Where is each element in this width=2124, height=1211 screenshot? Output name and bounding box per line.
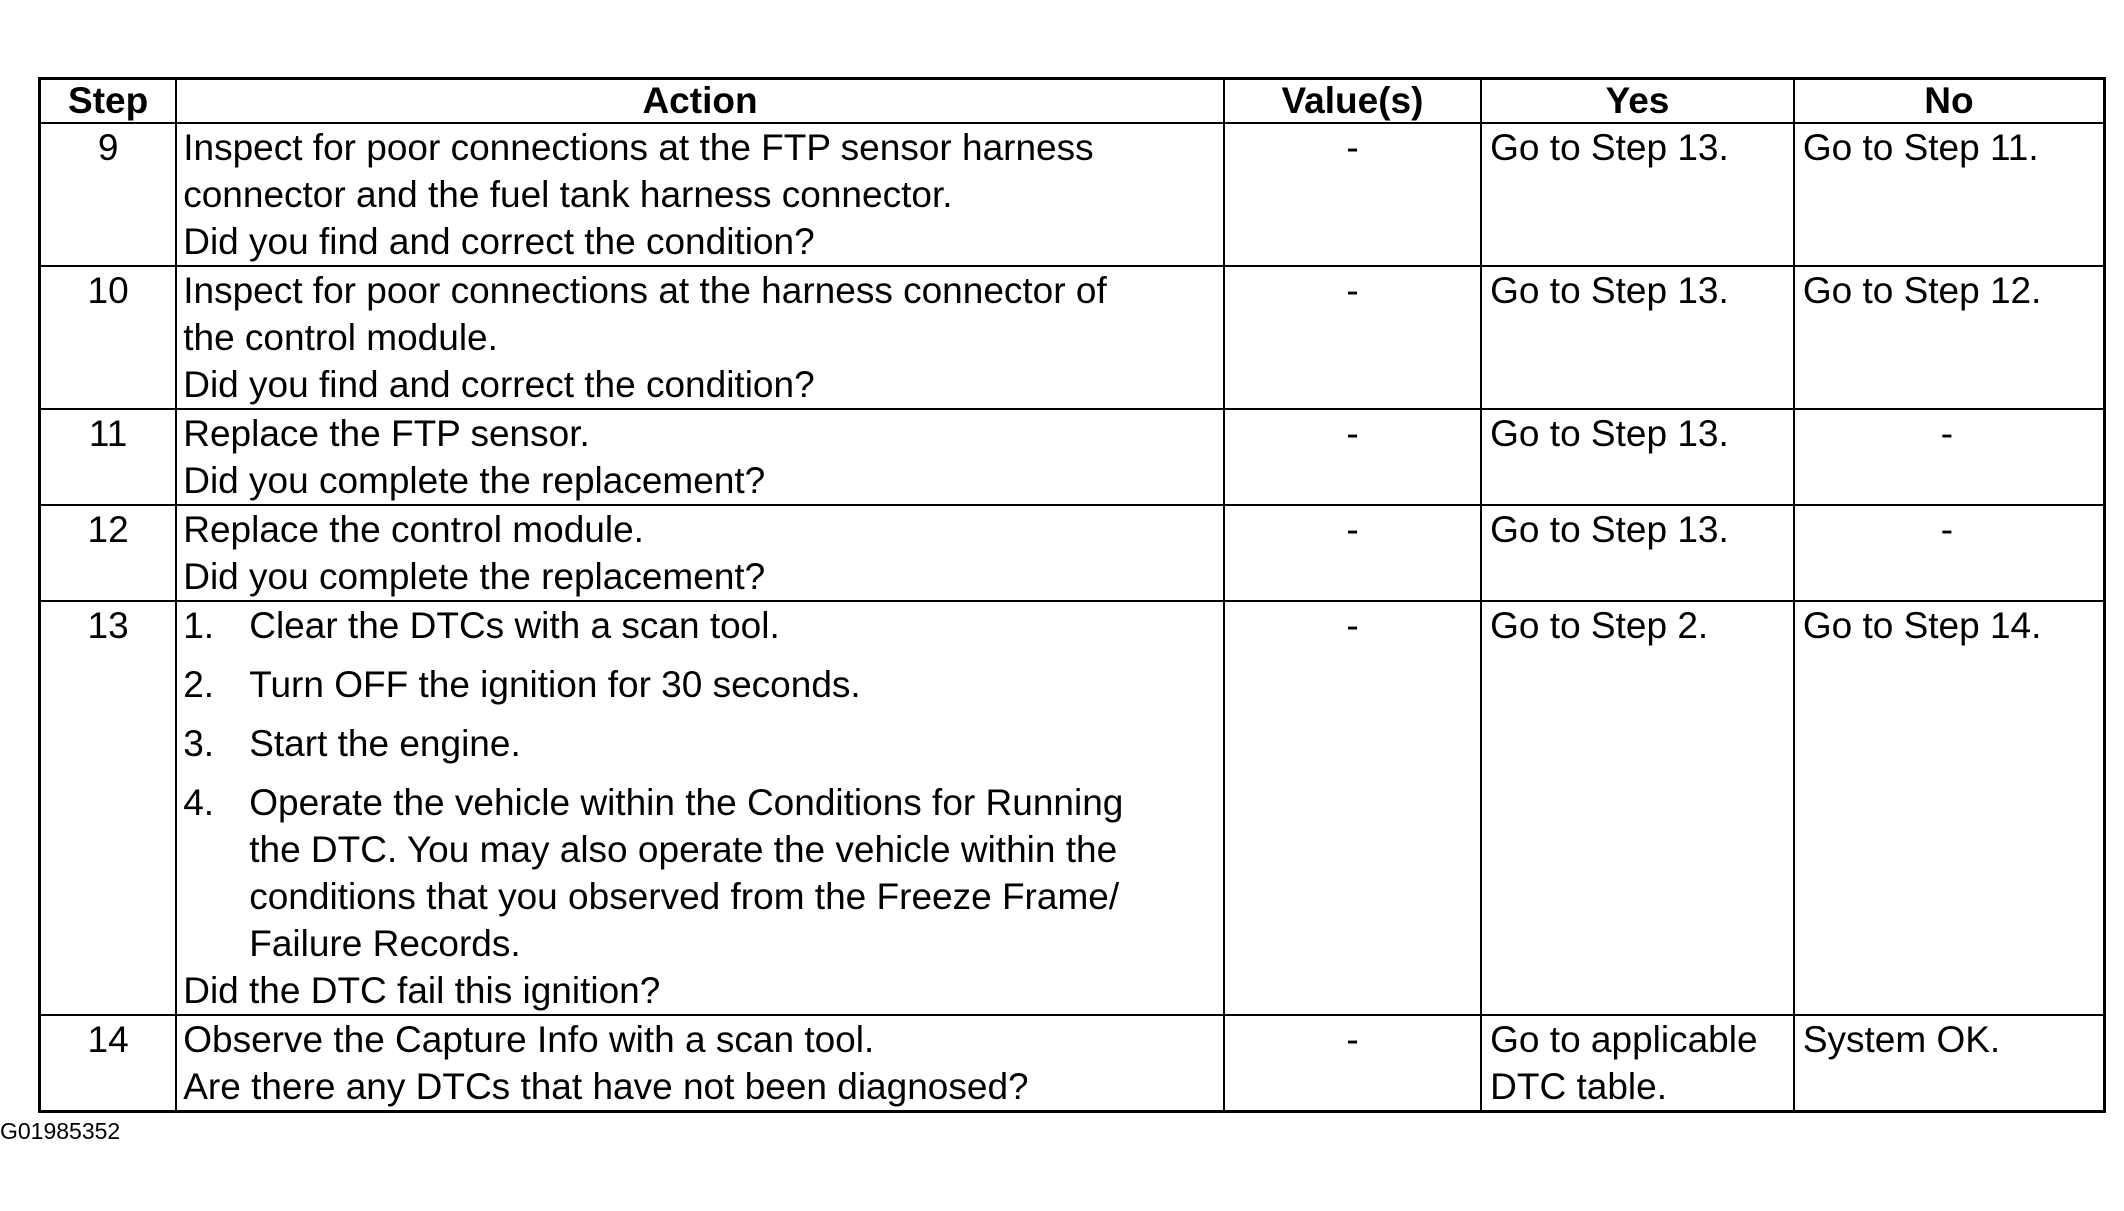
step-number: 12 [40, 505, 177, 601]
diagnostic-table [38, 77, 2106, 1113]
header-no: No [1794, 79, 2105, 124]
action-line: Inspect for poor connections at the harness connector of [183, 270, 1107, 311]
no-text: System OK. [1802, 1019, 2001, 1060]
value-cell: - [1224, 505, 1481, 601]
list-item-line: the DTC. You may also operate the vehicle within the [249, 829, 1118, 870]
table-row [40, 601, 2105, 1015]
list-item [183, 779, 1217, 967]
list-item-number: 3. [183, 723, 215, 764]
no-text: - [1940, 413, 1954, 454]
list-item [183, 602, 1217, 649]
table-row [40, 505, 2105, 601]
yes-cell [1481, 601, 1794, 1015]
list-item-line: Start the engine. [249, 723, 521, 764]
action-cell [176, 601, 1224, 1015]
step-number: 11 [40, 409, 177, 505]
list-item-number: 4. [183, 782, 215, 823]
list-item-line: Operate the vehicle within the Conditions for Running [249, 782, 1124, 823]
figure-code: G01985352 [0, 1118, 121, 1144]
action-line: the control module. [183, 317, 498, 358]
table-row [40, 123, 2105, 266]
list-item-line: Turn OFF the ignition for 30 seconds. [249, 664, 861, 705]
action-line: Inspect for poor connections at the FTP sensor harness [183, 127, 1094, 168]
yes-text: Go to Step 2. [1490, 605, 1709, 646]
action-line: Did you find and correct the condition? [183, 364, 815, 405]
yes-cell [1481, 409, 1794, 505]
list-item-line: conditions that you observed from the Freeze Frame/ [249, 876, 1120, 917]
action-step-list [183, 602, 1217, 967]
table-row [40, 266, 2105, 409]
no-cell [1794, 601, 2105, 1015]
no-cell [1794, 123, 2105, 266]
action-line: Did you find and correct the condition? [183, 221, 815, 262]
header-yes: Yes [1481, 79, 1794, 124]
no-text: Go to Step 11. [1802, 127, 2039, 168]
no-cell [1794, 266, 2105, 409]
action-cell [176, 1015, 1224, 1112]
list-item-text [249, 720, 1217, 767]
step-number: 13 [40, 601, 177, 1015]
yes-text: Go to Step 13. [1490, 413, 1729, 454]
header-action: Action [176, 79, 1224, 124]
yes-cell [1481, 123, 1794, 266]
yes-cell [1481, 266, 1794, 409]
table-header-row [40, 79, 2105, 124]
list-item-text [249, 661, 1217, 708]
no-text: Go to Step 14. [1802, 605, 2042, 646]
yes-cell [1481, 1015, 1794, 1112]
list-item [183, 661, 1217, 708]
value-cell: - [1224, 1015, 1481, 1112]
no-cell [1794, 505, 2105, 601]
no-text: - [1940, 509, 1954, 550]
yes-text: DTC table. [1490, 1066, 1667, 1107]
action-cell [176, 505, 1224, 601]
no-cell [1794, 1015, 2105, 1112]
yes-text: Go to Step 13. [1490, 509, 1729, 550]
action-cell [176, 409, 1224, 505]
action-line: connector and the fuel tank harness connector. [183, 174, 953, 215]
list-item-line: Failure Records. [249, 923, 521, 964]
action-line: Replace the control module. [183, 509, 644, 550]
value-cell: - [1224, 601, 1481, 1015]
list-item-text [249, 779, 1217, 967]
yes-cell [1481, 505, 1794, 601]
table-row [40, 409, 2105, 505]
list-item-number: 2. [183, 664, 215, 705]
step-number: 9 [40, 123, 177, 266]
step-number: 14 [40, 1015, 177, 1112]
action-line: Did you complete the replacement? [183, 556, 766, 597]
yes-text: Go to Step 13. [1490, 127, 1729, 168]
list-item [183, 720, 1217, 767]
table-row [40, 1015, 2105, 1112]
value-cell: - [1224, 123, 1481, 266]
header-values: Value(s) [1224, 79, 1481, 124]
header-step: Step [40, 79, 177, 124]
no-text: Go to Step 12. [1802, 270, 2042, 311]
action-question: Did the DTC fail this ignition? [183, 970, 661, 1011]
action-cell [176, 123, 1224, 266]
action-line: Observe the Capture Info with a scan tool. [183, 1019, 875, 1060]
value-cell: - [1224, 409, 1481, 505]
list-item-number: 1. [183, 605, 215, 646]
action-line: Are there any DTCs that have not been diagnosed? [183, 1066, 1029, 1107]
action-line: Did you complete the replacement? [183, 460, 766, 501]
list-item-text [249, 602, 1217, 649]
value-cell: - [1224, 266, 1481, 409]
list-item-line: Clear the DTCs with a scan tool. [249, 605, 780, 646]
action-line: Replace the FTP sensor. [183, 413, 590, 454]
step-number: 10 [40, 266, 177, 409]
yes-text: Go to Step 13. [1490, 270, 1729, 311]
yes-text: Go to applicable [1490, 1019, 1758, 1060]
action-cell [176, 266, 1224, 409]
no-cell [1794, 409, 2105, 505]
